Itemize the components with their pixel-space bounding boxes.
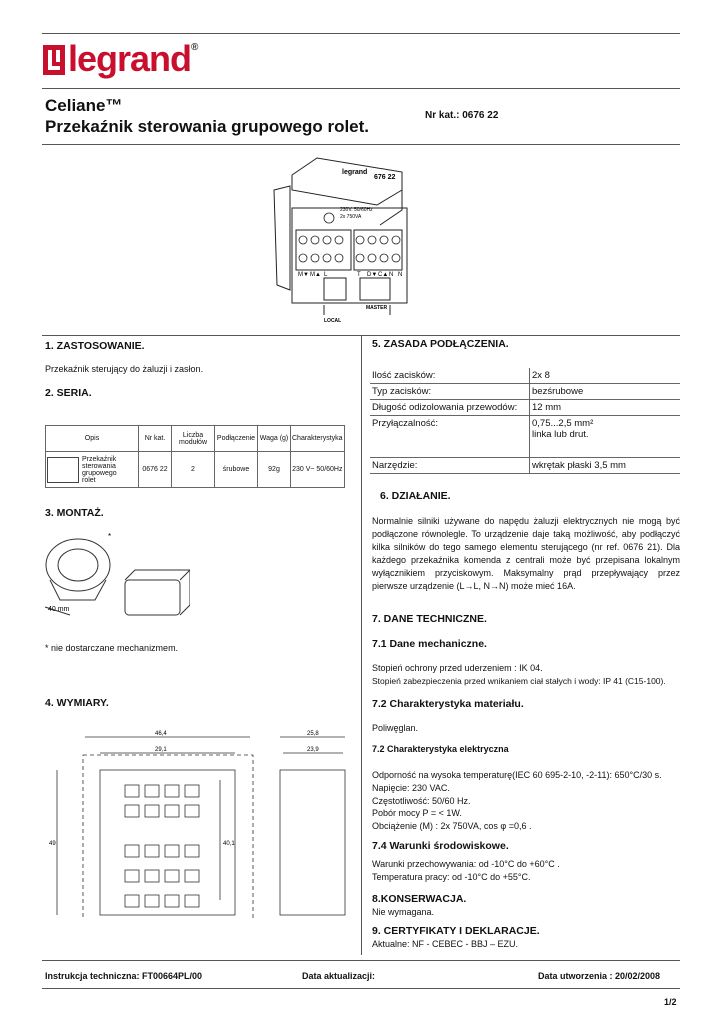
- section-72b-heading: 7.2 Charakterystyka elektryczna: [372, 744, 509, 754]
- section-72b-line-1: Odporność na wysoka temperaturę(IEC 60 695-2-10, -2-11): 650°C/30 s.: [372, 770, 662, 780]
- catalog-number: Nr kat.: 0676 22: [425, 110, 499, 121]
- device-rating-2: 2x 750VA: [340, 214, 362, 220]
- footer-update: Data aktualizacji:: [302, 971, 376, 981]
- header-rule: [42, 88, 680, 89]
- terminal-label-n2: N: [398, 272, 403, 278]
- footer-created: Data utworzenia : 20/02/2008: [538, 971, 661, 981]
- title-rule: [42, 144, 680, 145]
- column-divider: [361, 335, 362, 955]
- footer-rule-top: [42, 960, 680, 961]
- section-74-line-2: Temperatura pracy: od -10°C do +55°C.: [372, 872, 531, 882]
- footer-instruction: Instrukcja techniczna: FT00664PL/00: [45, 971, 203, 981]
- section-72b-line-3: Częstotliwość: 50/60 Hz.: [372, 796, 471, 806]
- section-9-text: Aktualne: NF - CEBEC - BBJ – EZU.: [372, 939, 519, 949]
- connection-table: [370, 368, 680, 474]
- terminal-label-l: L: [324, 272, 328, 278]
- section-71-heading: 7.1 Dane mechaniczne.: [372, 638, 487, 650]
- section-3-note: * nie dostarczane mechanizmem.: [45, 643, 179, 653]
- top-rule: [42, 33, 680, 34]
- dim-depth-2: 23,9: [307, 747, 319, 753]
- conn-value-3: 12 mm: [530, 400, 681, 416]
- section-7-heading: 7. DANE TECHNICZNE.: [372, 613, 487, 625]
- section-1-heading: 1. ZASTOSOWANIE.: [45, 340, 145, 352]
- device-rating-1: 230V. 50/60Hz: [340, 207, 373, 213]
- dim-width-1: 46,4: [155, 731, 167, 737]
- mounting-dimension: 40 mm: [48, 606, 70, 613]
- col-nrkat: Nr kat.: [139, 426, 172, 452]
- table-cell-moduly: 2: [172, 452, 215, 488]
- section-72b-line-5: Obciążenie (M) : 2x 750VA, cos φ =0,6 .: [372, 821, 532, 831]
- mounting-star: *: [108, 532, 112, 541]
- section-8-text: Nie wymagana.: [372, 907, 435, 917]
- table-cell-podlaczenie: śrubowe: [215, 452, 258, 488]
- device-illustration: [262, 150, 412, 325]
- section-4-heading: 4. WYMIARY.: [45, 697, 109, 709]
- section-6-text: Normalnie silniki używane do napędu żaluzji elektrycznych nie mogą być podłączone równolegle. To urządzenie daje taką możliwość, aby podłączyć kilka silników do tego samego elementu sterującego (nr ref. 0676 21). Dla każdego przekaźnika komenda z centrali może być przepisana lokalnym wyłącznikiem przyciskowym. Maksymalny prąd przepływający przez pierwsze urządzenie (L→L, N→N) może mieć 16A.: [372, 516, 680, 591]
- col-charakterystyka: Charakterystyka: [291, 426, 345, 452]
- brand-logo: legrand®: [68, 38, 198, 79]
- conn-value-2: bezśrubowe: [530, 384, 681, 400]
- section-71-text-b: Stopień zabezpieczenia przed wnikaniem ciał stałych i wody: IP 41 (C15-100).: [372, 676, 666, 686]
- section-71-text-a: Stopień ochrony przed uderzeniem : IK 04.: [372, 663, 543, 673]
- section-1-text: Przekaźnik sterujący do żaluzji i zasłon.: [45, 364, 204, 374]
- conn-value-1: 2x 8: [530, 368, 681, 384]
- product-family: Celiane™: [45, 96, 123, 115]
- terminal-label-t: T: [357, 272, 361, 278]
- page-title: Przekaźnik sterowania grupowego rolet.: [45, 117, 370, 136]
- local-label: LOCAL: [324, 318, 342, 324]
- terminal-label-n1: N: [389, 272, 394, 278]
- section-72-heading: 7.2 Charakterystyka materiału.: [372, 698, 524, 710]
- conn-label-5: Narzędzie:: [370, 458, 530, 474]
- device-ref: 676 22: [374, 174, 396, 181]
- dim-height-1: 49: [49, 841, 56, 847]
- col-moduly: Liczba modułów: [172, 426, 215, 452]
- footer-rule-bottom: [42, 988, 680, 989]
- conn-label-3: Długość odizolowania przewodów:: [370, 400, 530, 416]
- section-6-heading: 6. DZIAŁANIE.: [380, 490, 451, 502]
- table-cell-waga: 92g: [258, 452, 291, 488]
- conn-value-4: 0,75...2,5 mm² linka lub drut.: [530, 416, 681, 458]
- page-number: 1/2: [664, 997, 677, 1007]
- section-74-line-1: Warunki przechowywania: od -10°C do +60°C .: [372, 859, 560, 869]
- col-podlaczenie: Podłączenie: [215, 426, 258, 452]
- terminal-label-d: D▼: [367, 272, 378, 278]
- table-cell-nrkat: 0676 22: [139, 452, 172, 488]
- terminal-label-m-down: M▼: [298, 272, 309, 278]
- terminal-label-c: C▲: [378, 272, 389, 278]
- section-5-heading: 5. ZASADA PODŁĄCZENIA.: [372, 338, 509, 350]
- section-2-heading: 2. SERIA.: [45, 387, 92, 399]
- terminal-label-m-up: M▲: [310, 272, 321, 278]
- section-72b-line-4: Pobór mocy P = < 1W.: [372, 808, 462, 818]
- device-brand: legrand: [342, 169, 368, 176]
- section-72-text: Poliwęglan.: [372, 723, 419, 733]
- section-72b-line-2: Napięcie: 230 VAC.: [372, 783, 450, 793]
- legrand-logo-icon: [43, 45, 65, 75]
- dimensions-drawing: [45, 725, 355, 920]
- section-74-heading: 7.4 Warunki środowiskowe.: [372, 840, 509, 852]
- conn-label-4: Przyłączalność:: [370, 416, 530, 458]
- conn-label-2: Typ zacisków:: [370, 384, 530, 400]
- dim-depth-1: 25,8: [307, 731, 319, 737]
- col-opis: Opis: [46, 426, 139, 452]
- dim-width-2: 29,1: [155, 747, 167, 753]
- table-row-opis: Przekaźnik sterowania grupowego rolet: [46, 452, 139, 488]
- series-table: [45, 425, 345, 488]
- section-3-heading: 3. MONTAŻ.: [45, 507, 104, 519]
- section-8-heading: 8.KONSERWACJA.: [372, 893, 467, 905]
- col-waga: Waga (g): [258, 426, 291, 452]
- mounting-illustration: [40, 525, 190, 620]
- section-9-heading: 9. CERTYFIKATY I DEKLARACJE.: [372, 925, 540, 937]
- conn-value-5: wkrętak płaski 3,5 mm: [530, 458, 681, 474]
- master-label: MASTER: [366, 305, 388, 311]
- device-thumbnail-icon: [47, 457, 79, 483]
- dim-height-2: 40,1: [223, 841, 235, 847]
- table-cell-charakterystyka: 230 V~ 50/60Hz: [291, 452, 345, 488]
- conn-label-1: Ilość zacisków:: [370, 368, 530, 384]
